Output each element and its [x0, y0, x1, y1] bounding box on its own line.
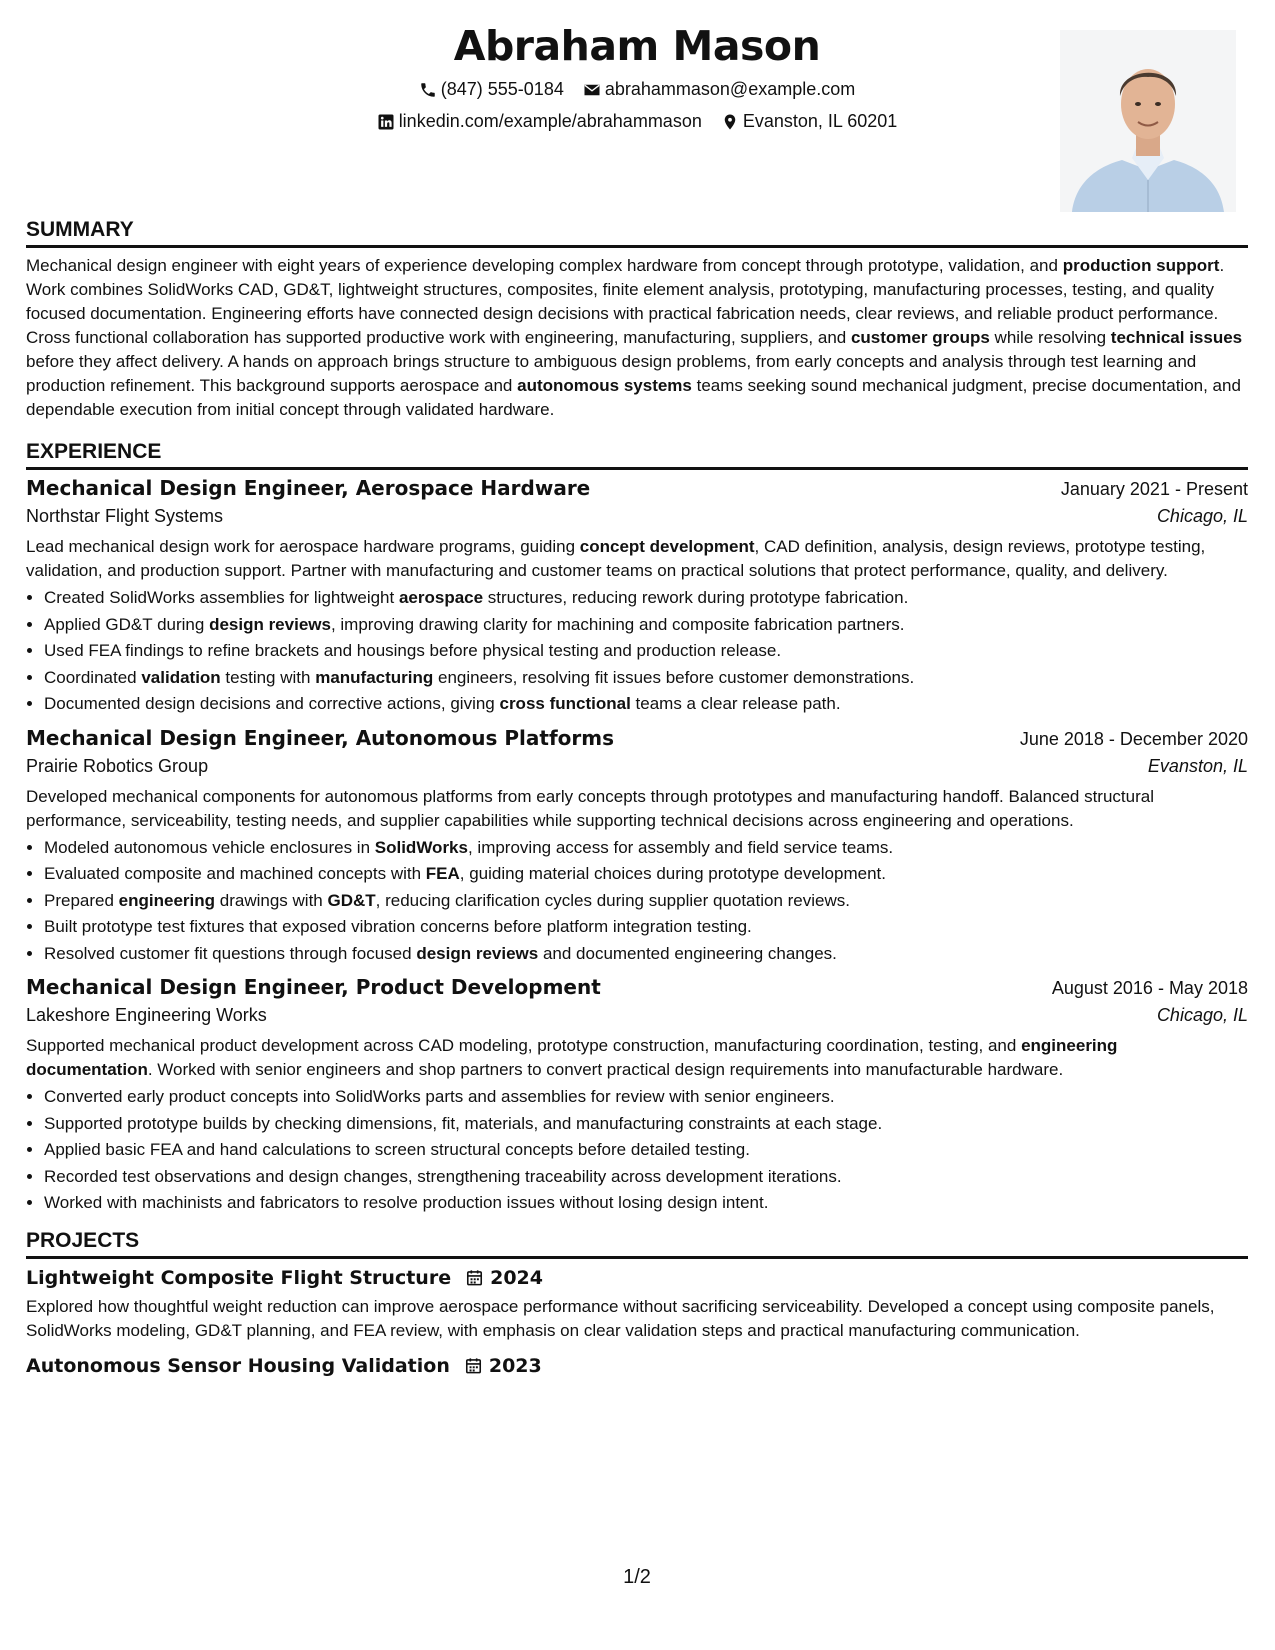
bullet-item: • Applied basic FEA and hand calculations to screen structural concepts before detailed testing. — [44, 1137, 1248, 1164]
bullet-item: • Coordinated validation testing with manufacturing engineers, resolving fit issues before customer demonstrations. — [44, 665, 1248, 692]
job-bullets — [26, 585, 1248, 718]
bold-keyword: engineering documentation — [26, 1036, 1118, 1079]
email-text[interactable]: abrahammason@example.com — [604, 79, 856, 99]
job-dates: August 2016 - May 2018 — [1051, 978, 1248, 998]
company-name: Prairie Robotics Group — [26, 755, 209, 776]
projects-heading: PROJECTS — [26, 1229, 1248, 1259]
project-description: Explored how thoughtful weight reduction can improve aerospace performance without sacrificing serviceability. Developed a concept using composite panels, SolidWorks modeling, GD&T planning, and FEA review, with emphasis on clear validation steps and practical manufacturing communication. — [26, 1296, 1215, 1340]
job-title: Mechanical Design Engineer, Product Development — [26, 975, 601, 999]
bullet-item: • Resolved customer fit questions through focused design reviews and documented engineering changes. — [44, 941, 1248, 968]
linkedin-icon — [377, 113, 395, 131]
phone-text: (847) 555-0184 — [440, 79, 564, 99]
bold-keyword: aerospace — [398, 588, 484, 607]
bullet-item: • Recorded test observations and design changes, strengthening traceability across development iterations. — [44, 1164, 1248, 1191]
bold-keyword: engineering — [118, 890, 216, 910]
job-entry — [26, 975, 1248, 1217]
bold-keyword: design reviews — [416, 943, 539, 963]
map-pin-icon — [721, 113, 739, 131]
project-year: 2023 — [488, 1354, 542, 1377]
bullet-item: • Converted early product concepts into SolidWorks parts and assemblies for review with senior engineers. — [44, 1084, 1248, 1111]
job-entry — [26, 476, 1248, 718]
bold-keyword: concept development — [579, 537, 755, 556]
job-entry — [26, 726, 1248, 968]
project-entry — [26, 1267, 1248, 1343]
location-contact — [721, 111, 897, 132]
phone-contact — [419, 79, 564, 100]
bullet-item: • Modeled autonomous vehicle enclosures in SolidWorks, improving access for assembly and field service teams. — [44, 835, 1248, 862]
job-location: Evanston, IL — [1147, 755, 1248, 776]
bold-keyword: validation — [141, 667, 221, 687]
bullet-item: • Built prototype test fixtures that exposed vibration concerns before platform integration testing. — [44, 914, 1248, 941]
envelope-icon — [583, 81, 601, 99]
bold-keyword: technical issues — [1110, 328, 1243, 347]
bold-keyword: autonomous systems — [517, 376, 692, 395]
job-location: Chicago, IL — [1156, 1005, 1248, 1025]
bold-keyword: design reviews — [209, 614, 331, 634]
summary-text: Mechanical design engineer with eight years of experience developing complex hardware from concept through prototype, validation, and production support. Work combines SolidWorks CAD, GD&T, lightweight structures, composites, finite element analysis, prototyping, manufacturing processes, testing, and quality focused documentation. Engineering efforts have connected design decisions with practical fabrication needs, clear reviews, and reliable product performance. Cross functional collaboration has supported productive work with engineering, manufacturing, suppliers, and customer groups while resolving technical issues before they affect delivery. A hands on approach brings structure to ambiguous design problems, from early concepts and analysis through test learning and production refinement. This background supports aerospace and autonomous systems teams seeking sound mechanical judgment, precise documentation, and dependable execution from initial concept through validated hardware. — [26, 256, 1243, 419]
location-text: Evanston, IL 60201 — [742, 111, 898, 131]
company-name: Lakeshore Engineering Works — [26, 1005, 267, 1025]
bullet-item: • Evaluated composite and machined concepts with FEA, guiding material choices during prototype development. — [44, 861, 1248, 888]
job-description: Developed mechanical components for autonomous platforms from early concepts through prototypes and manufacturing handoff. Balanced structural performance, serviceability, testing needs, and supplier capabilities while supporting technical decisions across engineering and operations. — [26, 786, 1154, 830]
bold-keyword: production support — [1062, 256, 1220, 275]
bold-keyword: customer groups — [850, 328, 990, 347]
job-description: Lead mechanical design work for aerospace hardware programs, guiding concept development, CAD definition, analysis, design reviews, prototype testing, validation, and production support. Partner with manufacturing and customer teams on practical solutions that protect performance, quality, and delivery. — [26, 537, 1206, 580]
projects-section — [26, 1229, 1248, 1377]
job-dates: January 2021 - Present — [1060, 479, 1248, 499]
project-entry — [26, 1355, 1248, 1377]
summary-heading: SUMMARY — [26, 218, 1248, 248]
calendar-icon — [465, 1268, 484, 1287]
linkedin-contact[interactable] — [377, 111, 702, 132]
bullet-item: • Created SolidWorks assemblies for lightweight aerospace structures, reducing rework during prototype fabrication. — [44, 585, 1248, 612]
project-title: Lightweight Composite Flight Structure — [26, 1266, 452, 1289]
bullet-item: • Worked with machinists and fabricators to resolve production issues without losing design intent. — [44, 1190, 1248, 1217]
page-number: 1/2 — [623, 1566, 651, 1588]
job-title: Mechanical Design Engineer, Autonomous Platforms — [26, 725, 614, 750]
bullet-item: • Prepared engineering drawings with GD&T, reducing clarification cycles during supplier quotation reviews. — [44, 888, 1248, 915]
candidate-name: Abraham Mason — [453, 22, 821, 70]
profile-photo — [1060, 30, 1236, 212]
bullet-item: • Used FEA findings to refine brackets and housings before physical testing and production release. — [44, 638, 1248, 665]
summary-section — [26, 218, 1248, 422]
bold-keyword: cross functional — [499, 694, 631, 713]
resume-header — [26, 0, 1248, 226]
linkedin-text[interactable]: linkedin.com/example/abrahammason — [398, 111, 702, 131]
resume-page — [26, 0, 1248, 1650]
job-title: Mechanical Design Engineer, Aerospace Hardware — [26, 476, 591, 500]
job-bullets — [26, 1084, 1248, 1217]
experience-heading: EXPERIENCE — [26, 440, 1248, 470]
bullet-item: • Supported prototype builds by checking dimensions, fit, materials, and manufacturing constraints at each stage. — [44, 1111, 1248, 1138]
bullet-item: • Applied GD&T during design reviews, improving drawing clarity for machining and composite fabrication partners. — [44, 612, 1248, 639]
bold-keyword: FEA — [425, 864, 460, 883]
job-bullets — [26, 835, 1248, 968]
phone-icon — [419, 81, 437, 99]
bullet-item: • Documented design decisions and corrective actions, giving cross functional teams a clear release path. — [44, 691, 1248, 718]
email-contact[interactable] — [583, 79, 855, 100]
project-title: Autonomous Sensor Housing Validation — [26, 1354, 450, 1377]
experience-section — [26, 440, 1248, 1217]
project-year: 2024 — [490, 1266, 543, 1289]
job-dates: June 2018 - December 2020 — [1019, 728, 1248, 749]
bold-keyword: SolidWorks — [374, 837, 468, 857]
job-description: Supported mechanical product development across CAD modeling, prototype construction, manufacturing coordination, testing, and engineering documentation. Worked with senior engineers and shop partners to convert practical design requirements into manufacturable hardware. — [26, 1036, 1118, 1079]
bold-keyword: manufacturing — [315, 667, 434, 687]
company-name: Northstar Flight Systems — [26, 506, 224, 526]
bold-keyword: GD&T — [327, 890, 376, 910]
calendar-icon — [464, 1356, 483, 1375]
job-location: Chicago, IL — [1156, 506, 1248, 526]
